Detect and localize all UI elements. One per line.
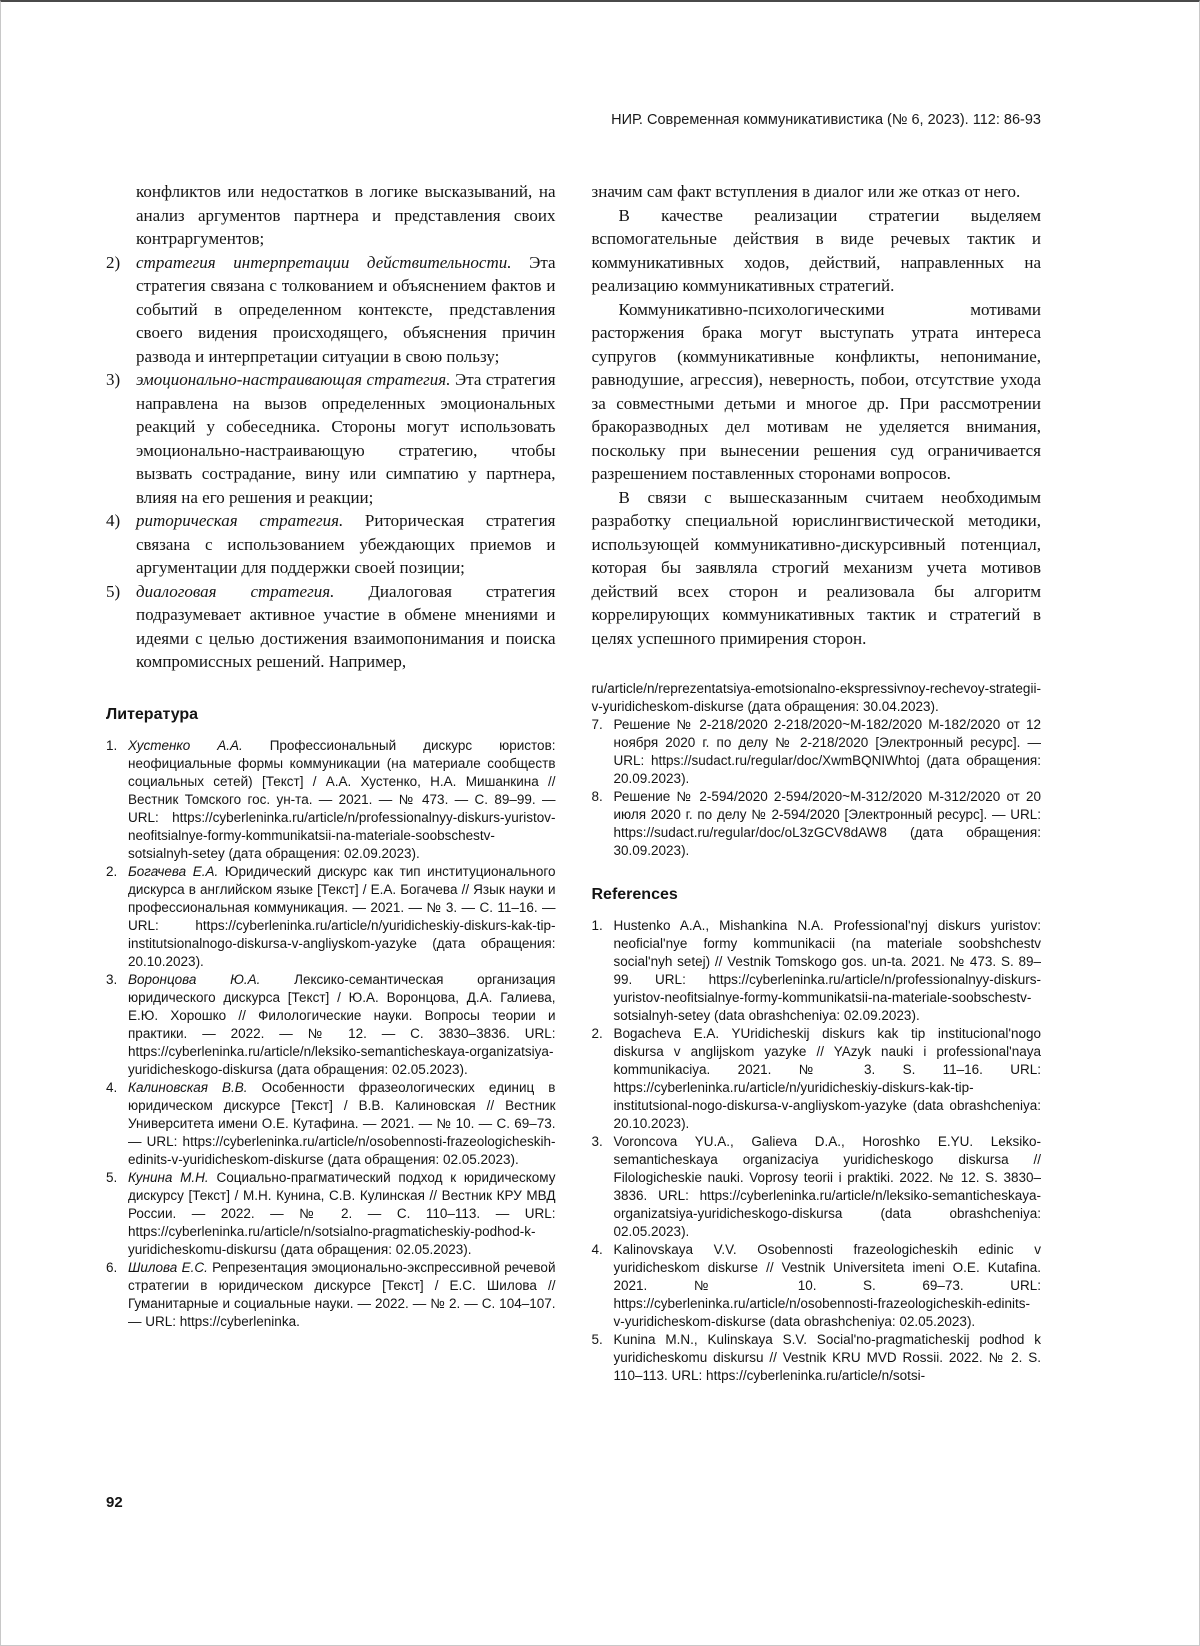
- reference-item: [592, 1133, 1042, 1241]
- literature-item-continuation: ru/article/n/reprezentatsiya-emotsionalno-ekspressivnoy-rechevoy-strategii-v-yuridicheskom-diskurse (дата обращения: 30.04.2023).: [591, 681, 1041, 714]
- strategy-name: стратегия интерпретации действительности.: [136, 252, 512, 272]
- item-text: Bogacheva E.A. YUridicheskij diskurs kak tip institucional'nogo diskursa v anglijskom yazyke // YAzyk nauki i professional'naya kommunikaciya. 2021. № 3. S. 11–16. URL: https://cyberleninka.ru/article/n/yuridicheskiy-diskurs-kak-tip-institutsional-nogo-diskursa-v-angliyskom-yazyke (data obrashcheniya: 20.10.2023).: [613, 1026, 1041, 1131]
- strategy-list-item: [106, 368, 556, 509]
- references-heading: References: [591, 886, 678, 903]
- item-text: Решение № 2-218/2020 2-218/2020~М-182/2020 М-182/2020 от 12 ноября 2020 г. по делу № 2-218/2020 [Электронный ресурс]. — URL: https://sudact.ru/regular/doc/XwmBQNIWhtoj (дата обращения: 20.09.2023).: [613, 717, 1041, 786]
- reference-item: [592, 1025, 1042, 1133]
- item-text: Особенности фразеологических единиц в юридическом дискурсе [Текст] / В.В. Калиновская // Вестник Университета имени О.Е. Кутафина. — 2021. — № 10. — С. 69–73. — URL: https://cyberleninka.ru/article/n/osobennosti-frazeologicheskih-edinits-v-yuridicheskom-diskurse (дата обращения: 02.05.2023).: [128, 1079, 556, 1167]
- body-paragraph: В качестве реализации стратегии выделяем вспомогательные действия в виде речевых тактик и коммуникативных ходов, действий, направленных на реализацию коммуникативных стратегий.: [591, 205, 1041, 295]
- strategy-name: риторическая стратегия.: [136, 511, 344, 530]
- strategy-description: Риторическая стратегия связана с использованием убеждающих приемов и аргументации для поддержки своей позиции;: [136, 511, 556, 577]
- item-number: 2.: [106, 863, 118, 879]
- item-text: Юридический дискурс как тип институционального дискурса в английском языке [Текст] / Е.А. Богачева // Язык науки и профессиональная коммуникация. — 2021. — № 3. — С. 11–16. — URL: https://cyberleninka.ru/article/n/yuridicheskiy-diskurs-kak-tip-institutsionalnogo-diskursa-v-angliyskom-yazyke (дата обращения: 20.10.2023).: [128, 863, 556, 969]
- item-text: Социально-прагматический подход к юридическому дискурсу [Текст] / М.Н. Кунина, С.В. Кулинская // Вестник КРУ МВД России. — 2022. — № 2. — С. 110–113. — URL: https://cyberleninka.ru/article/n/sotsialno-pragmaticheskiy-podhod-k-yuridicheskomu-diskursu (дата обращения: 02.05.2023).: [128, 1169, 556, 1257]
- item-author: Кунина М.Н.: [128, 1169, 209, 1185]
- references-list: [592, 917, 1042, 1385]
- item-author: Шилова Е.С.: [128, 1259, 208, 1275]
- literature-item: [106, 1169, 556, 1259]
- item-text: Репрезентация эмоционально-экспрессивной речевой стратегии в юридическом дискурсе [Текст] / Е.С. Шилова // Гуманитарные и социальные науки. — 2022. — № 2. — С. 104–107. — URL: https://cyberleninka.: [128, 1259, 556, 1329]
- list-number: 3): [106, 370, 121, 389]
- reference-item: [592, 917, 1042, 1025]
- item-number: 6.: [106, 1259, 118, 1275]
- strategy-description: Эта стратегия направлена на вызов определенных эмоциональных реакций у собеседника. Стороны могут использовать эмоционально-настраивающую стратегию, чтобы вызвать сострадание, вину или симпатию у партнера, влияя на его решения и реакции;: [136, 370, 556, 507]
- item-number: 7.: [591, 717, 603, 732]
- body-paragraph: значим сам факт вступления в диалог или же отказ от него.: [591, 182, 1021, 201]
- item-text: Kalinovskaya V.V. Osobennosti frazeologicheskih edinic v yuridicheskom diskurse // Vestnik Universiteta imeni O.E. Kutafina. 2021. № 10. S. 69–73. URL: https://cyberleninka.ru/article/n/osobennosti-frazeologicheskih-edinits-v-yuridicheskom-diskurse (data obrashcheniya: 02.05.2023).: [613, 1242, 1041, 1329]
- list-number: 5): [106, 581, 121, 601]
- item-text: Лексико-семантическая организация юридического дискурса [Текст] / Ю.А. Воронцова, Д.А. Галиева, Е.Ю. Хорошко // Филологические науки. Вопросы теории и практики. — 2022. — № 12. — С. 3830–3836. URL: https://cyberleninka.ru/article/n/leksiko-semanticheskaya-organizatsiya-yuridicheskogo-diskursa (дата обращения: 02.05.2023).: [128, 971, 556, 1077]
- literature-item: [106, 1259, 556, 1331]
- strategy-name: эмоционально-настраивающая стратегия.: [136, 370, 451, 389]
- strategy-description: Эта стратегия связана с толкованием и объяснением фактов и событий в определенном контексте, представления своего видения происходящего, объяснения причин развода и интерпретации ситуации в свою пользу;: [136, 252, 556, 366]
- page-content: [106, 112, 1041, 1385]
- item-number: 3.: [106, 971, 118, 987]
- item-author: Богачева Е.А.: [128, 863, 219, 879]
- literature-item: [106, 737, 556, 863]
- literature-item: [592, 716, 1042, 788]
- item-text: Kunina M.N., Kulinskaya S.V. Social'no-pragmaticheskij podhod k yuridicheskomu diskursu // Vestnik KRU MVD Rossii. 2022. № 2. S. 110–113. URL: https://cyberleninka.ru/article/n/sotsi-: [613, 1332, 1041, 1383]
- body-text-right: [592, 180, 1042, 650]
- literature-item: [106, 863, 556, 971]
- item-author: Хустенко А.А.: [128, 737, 243, 753]
- literature-item: [106, 1079, 556, 1169]
- item-number: 5.: [591, 1332, 603, 1347]
- body-paragraph-continuation: конфликтов или недостатков в логике высказываний, на анализ аргументов партнера и представления своих контраргументов;: [136, 182, 556, 248]
- left-column: [106, 180, 556, 1385]
- body-paragraph: В связи с вышесказанным считаем необходимым разработку специальной юрислингвистической методики, использующей коммуникативно-дискурсивный потенциал, которая бы заявляла строгий механизм учета мотивов действий всех сторон и реализовала бы алгоритм коррелирующих коммуникативных тактик и стратегий в целях успешного примирения сторон.: [591, 487, 1041, 648]
- body-paragraph: Коммуникативно-психологическими мотивами расторжения брака могут выступать утрата интереса супругов (коммуникативные конфликты, непонимание, равнодушие, агрессия), неверность, побои, отсутствие ухода за совместными детьми и многое др. При рассмотрении бракоразводных дел мотивам не уделяется внимания, поскольку при вынесении решения суд ограничивается разрешением поставленных сторонами вопросов.: [591, 299, 1041, 483]
- literature-heading: Литература: [106, 705, 199, 723]
- item-number: 4.: [106, 1079, 118, 1095]
- strategy-list-item: [106, 251, 556, 369]
- list-number: 4): [106, 511, 121, 530]
- strategy-list-item: [106, 580, 556, 674]
- item-text: Решение № 2-594/2020 2-594/2020~М-312/2020 М-312/2020 от 20 июля 2020 г. по делу № 2-594/2020 [Электронный ресурс]. — URL: https://sudact.ru/regular/doc/oL3zGCV8dAW8 (дата обращения: 30.09.2023).: [613, 789, 1041, 858]
- item-text: Профессиональный дискурс юристов: неофициальные формы коммуникации (на материале сообществ социальных сетей) [Текст] / А.А. Хустенко, Н.А. Мишанкина // Вестник Томского гос. ун-та. — 2021. — № 473. — С. 89–99. — URL: https://cyberleninka.ru/article/n/professionalnyy-diskurs-yuristov-neofitsialnye-formy-kommunikatsii-na-materiale-soobschestv-sotsialnyh-setey (дата обращения: 02.09.2023).: [128, 737, 556, 861]
- list-number: 2): [106, 252, 121, 272]
- literature-item: [106, 971, 556, 1079]
- item-number: 1.: [106, 737, 118, 753]
- literature-list-continued: [592, 680, 1042, 860]
- page-number: 92: [106, 1494, 123, 1511]
- strategy-description: Диалоговая стратегия подразумевает активное участие в обмене мнениями и идеями с целью достижения взаимопонимания и поиска компромиссных решений. Например,: [136, 581, 556, 671]
- item-number: 5.: [106, 1169, 118, 1185]
- item-text: Hustenko A.A., Mishankina N.A. Professional'nyj diskurs yuristov: neoficial'nye formy kommunikacii (na materiale soobshchestv social'nyh setej) // Vestnik Tomskogo gos. un-ta. 2021. № 473. S. 89–99. URL: https://cyberleninka.ru/article/n/professionalnyy-diskurs-yuristov-neofitsialnye-formy-kommunikatsii-na-materiale-soobschestv-sotsialnyh-setey (data obrashcheniya: 02.09.2023).: [613, 918, 1041, 1023]
- item-text: Voroncova YU.A., Galieva D.A., Horoshko E.YU. Leksiko-semanticheskaya organizaciya yuridicheskogo diskursa // Filologicheskie nauki. Voprosy teorii i praktiki. 2022. № 12. S. 3830–3836. URL: https://cyberleninka.ru/article/n/leksiko-semanticheskaya-organizatsiya-yuridicheskogo-diskursa (data obrashcheniya: 02.05.2023).: [613, 1134, 1041, 1239]
- right-column: [592, 180, 1042, 1385]
- reference-item: [592, 1331, 1042, 1385]
- literature-item: [592, 788, 1042, 860]
- running-header: НИР. Современная коммуникативистика (№ 6, 2023). 112: 86-93: [611, 112, 1041, 128]
- item-number: 3.: [591, 1134, 603, 1149]
- item-number: 1.: [591, 918, 603, 933]
- item-author: Калиновская В.В.: [128, 1079, 248, 1095]
- reference-item: [592, 1241, 1042, 1331]
- item-number: 4.: [591, 1242, 603, 1257]
- item-number: 2.: [591, 1026, 603, 1041]
- body-text-left: [106, 180, 556, 674]
- strategy-name: диалоговая стратегия.: [136, 581, 335, 601]
- literature-list: [106, 737, 556, 1331]
- item-author: Воронцова Ю.А.: [128, 971, 261, 987]
- item-number: 8.: [591, 789, 603, 804]
- two-column-layout: [106, 180, 1041, 1385]
- strategy-list-item: [106, 509, 556, 580]
